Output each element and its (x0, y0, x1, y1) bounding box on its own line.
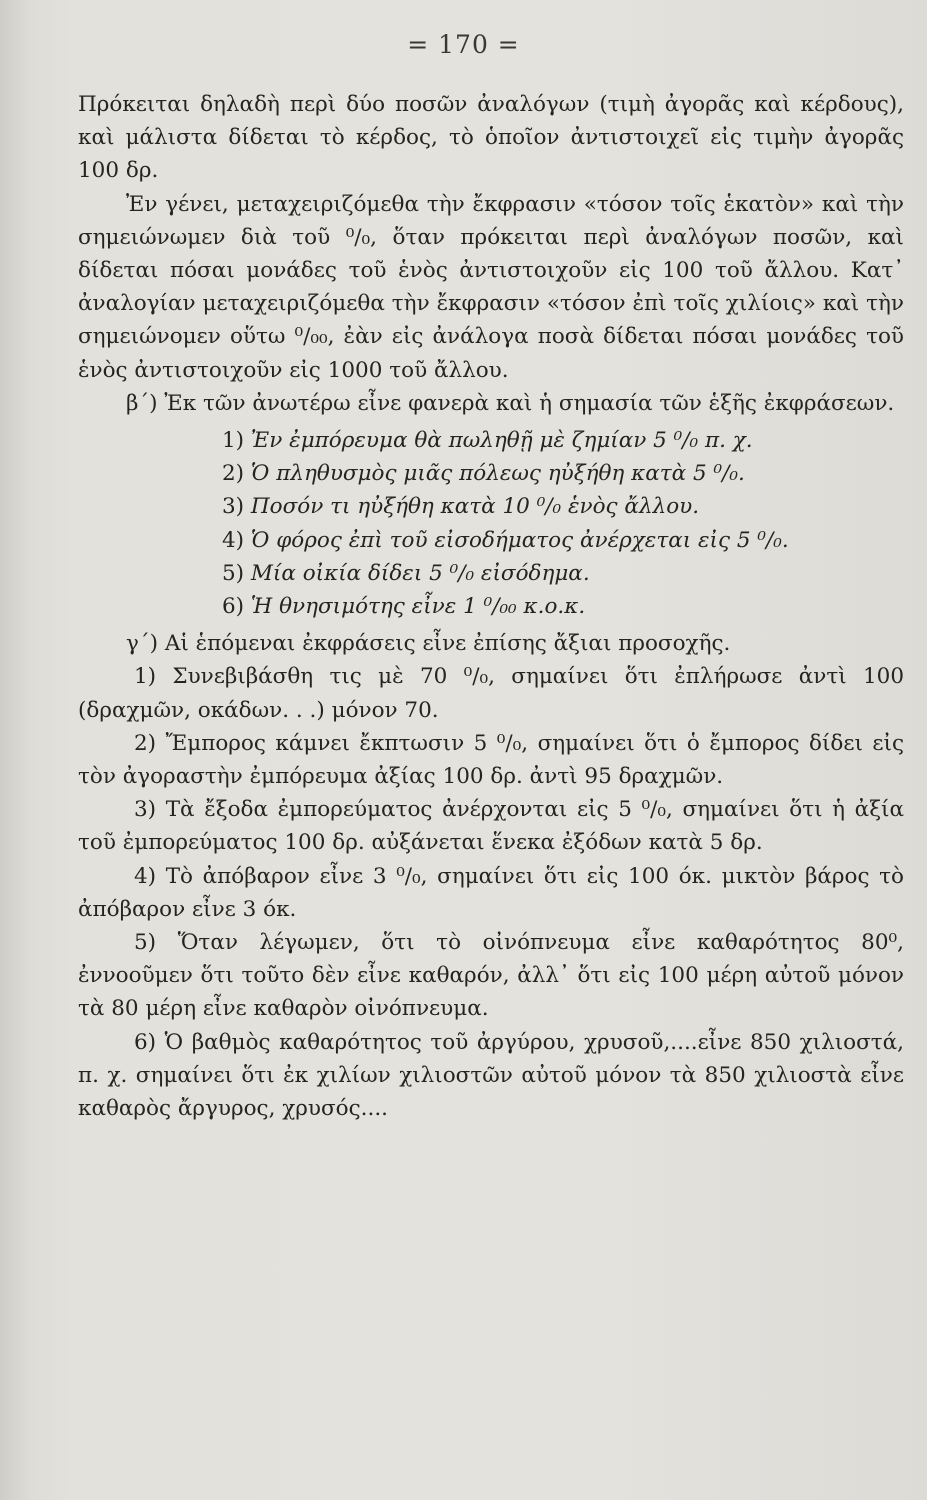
page-number-header: = 170 = (407, 30, 520, 59)
section-b-heading: β΄) Ἐκ τῶν ἀνωτέρω εἶνε φανερὰ καὶ ἡ σημασία τῶν ἑξῆς ἐκφράσεων. (126, 390, 895, 416)
list-item (78, 457, 904, 490)
list-item (78, 1026, 904, 1126)
item-text: Ὁ βαθμὸς καθαρότητος τοῦ ἀργύρου, χρυσοῦ,....εἶνε 850 χιλιοστά, π. χ. σημαίνει ὅτι ἐκ χιλίων χιλιοστῶν αὐτοῦ μόνον τὰ 850 χιλιοστὰ εἶνε καθαρὸς ἄργυρος, χρυσός.... (78, 1029, 904, 1122)
item-number: 1) (134, 664, 157, 690)
list-item (78, 660, 904, 726)
item-text: Τὸ ἀπόβαρον εἶνε 3 ⁰/₀, σημαίνει ὅτι εἰς 100 όκ. μικτὸν βάρος τὸ ἀπόβαρον εἶνε 3 όκ. (78, 863, 904, 922)
list-item (78, 490, 904, 523)
item-number: 2) (222, 461, 245, 487)
item-text: Ὁ φόρος ἐπὶ τοῦ εἰσοδήματος ἀνέρχεται εἰς 5 ⁰/₀. (250, 527, 789, 553)
item-text: Ἐν ἐμπόρευμα θὰ πωληθῇ μὲ ζημίαν 5 ⁰/₀ π. χ. (250, 428, 753, 454)
item-text: Συνεβιβάσθη τις μὲ 70 ⁰/₀, σημαίνει ὅτι ἐπλήρωσε ἀντὶ 100 (δραχμῶν, οκάδων. . .) μόνον 70. (78, 664, 904, 723)
paragraph-intro: Πρόκειται δηλαδὴ περὶ δύο ποσῶν ἀναλόγων (τιμὴ ἀγορᾶς καὶ κέρδους), καὶ μάλιστα δίδεται τὸ κέρδος, τὸ ὁποῖον ἀντιστοιχεῖ εἰς τιμὴν ἀγορᾶς 100 δρ. (78, 92, 904, 184)
item-number: 6) (134, 1029, 157, 1055)
item-number: 5) (222, 560, 245, 586)
item-number: 1) (222, 428, 245, 454)
item-text: Ὅταν λέγωμεν, ὅτι τὸ οἰνόπνευμα εἶνε καθαρότητος 80⁰, ἐννοοῦμεν ὅτι τοῦτο δὲν εἶνε καθαρόν, ἀλλ᾽ ὅτι εἰς 100 μέρη αὐτοῦ μόνον τὰ 80 μέρη εἶνε καθαρὸν οἰνόπνευμα. (78, 930, 904, 1022)
page-body (78, 88, 904, 1125)
paragraph-percent-definition: Ἐν γένει, μεταχειριζόμεθα τὴν ἔκφρασιν «τόσον τοῖς ἑκατὸν» καὶ τὴν σημειώνωμεν διὰ τοῦ ⁰/₀, ὅταν πρόκειται περὶ ἀναλόγων ποσῶν, καὶ δίδεται πόσαι μονάδες τοῦ ἑνὸς ἀντιστοιχοῦν εἰς 100 τοῦ ἄλλου. Κατ᾽ ἀναλογίαν μεταχειριζόμεθα τὴν ἔκφρασιν «τόσον ἐπὶ τοῖς χιλίοις» καὶ τὴν σημειώνομεν οὕτω ⁰/₀₀, ἐὰν εἰς ἀνάλογα ποσὰ δίδεται πόσαι μονάδες τοῦ ἑνὸς ἀντιστοιχοῦν εἰς 1000 τοῦ ἄλλου. (78, 191, 904, 383)
item-number: 4) (134, 863, 157, 889)
item-number: 6) (222, 594, 245, 620)
section-c-heading: γ΄) Αἱ ἑπόμεναι ἐκφράσεις εἶνε ἐπίσης ἄξιαι προσοχῆς. (126, 631, 731, 657)
item-number: 5) (134, 930, 157, 956)
list-item (78, 524, 904, 557)
item-text: Μία οἰκία δίδει 5 ⁰/₀ εἰσόδημα. (250, 560, 590, 586)
list-item (78, 926, 904, 1026)
item-text: Ἡ θνησιμότης εἶνε 1 ⁰/₀₀ κ.ο.κ. (250, 594, 586, 620)
item-number: 4) (222, 527, 245, 553)
item-number: 3) (222, 494, 245, 520)
list-item (78, 860, 904, 926)
item-text: Ὁ πληθυσμὸς μιᾶς πόλεως ηὐξήθη κατὰ 5 ⁰/₀. (250, 461, 745, 487)
list-item (78, 590, 904, 623)
list-item (78, 793, 904, 859)
item-text: Ποσόν τι ηὐξήθη κατὰ 10 ⁰/₀ ἑνὸς ἄλλου. (250, 494, 700, 520)
item-text: Τὰ ἔξοδα ἐμπορεύματος ἀνέρχονται εἰς 5 ⁰/₀, σημαίνει ὅτι ἡ ἀξία τοῦ ἐμπορεύματος 100 δρ. αὐξάνεται ἕνεκα ἐξόδων κατὰ 5 δρ. (78, 797, 904, 856)
list-item (78, 424, 904, 457)
examples-b-list (78, 424, 904, 623)
item-number: 3) (134, 797, 157, 823)
list-item (78, 557, 904, 590)
list-item (78, 727, 904, 793)
examples-c-list (78, 660, 904, 1125)
item-number: 2) (134, 730, 157, 756)
item-text: Ἔμπορος κάμνει ἔκπτωσιν 5 ⁰/₀, σημαίνει ὅτι ὁ ἔμπορος δίδει εἰς τὸν ἀγοραστὴν ἐμπόρευμα ἀξίας 100 δρ. ἀντὶ 95 δραχμῶν. (78, 730, 904, 790)
